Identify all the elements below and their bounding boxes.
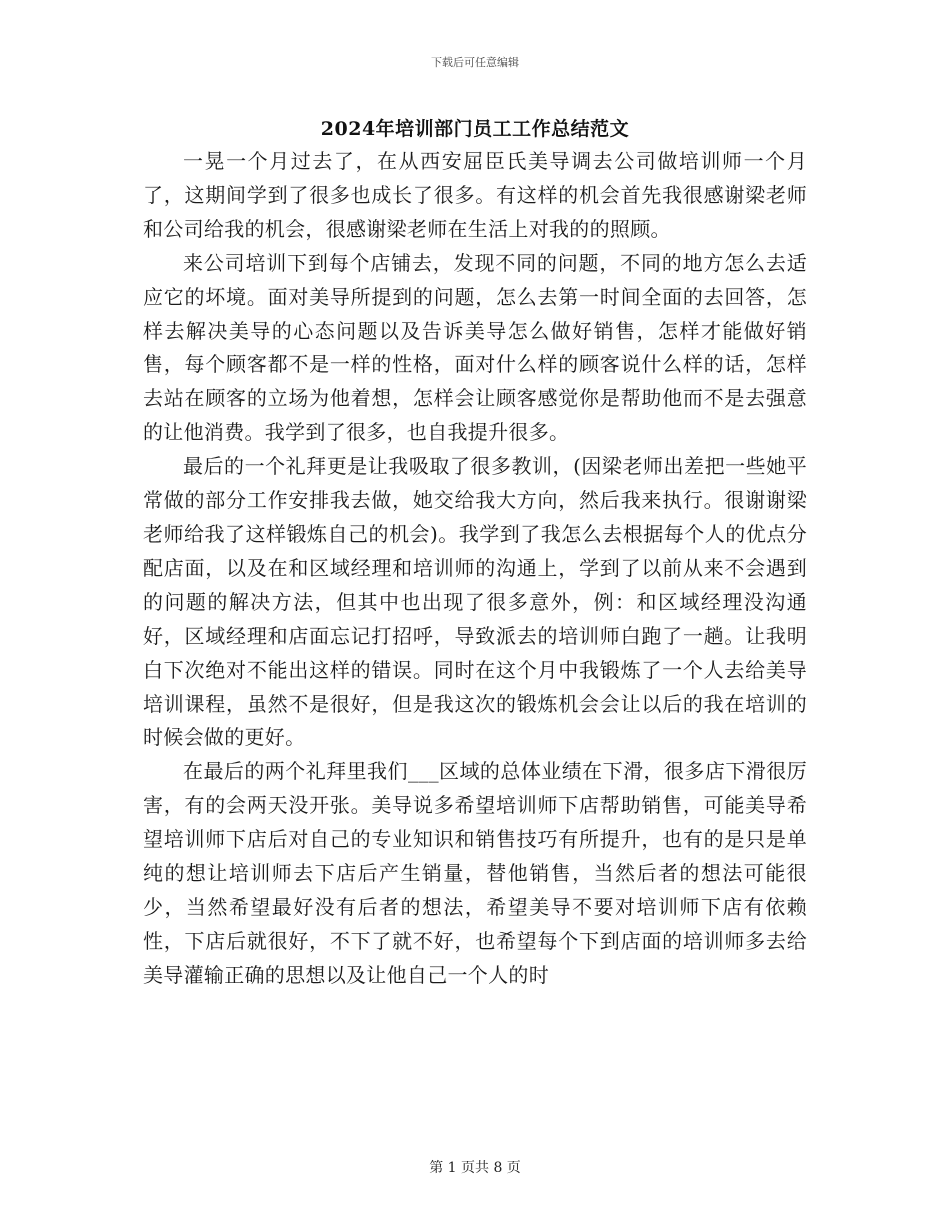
page-number: 第 1 页共 8 页 xyxy=(429,1160,521,1176)
paragraph-4: 在最后的两个礼拜里我们___区域的总体业绩在下滑，很多店下滑很厉害，有的会两天没开张。美导说多希望培训师下店帮助销售，可能美导希望培训师下店后对自己的专业知识和销售技巧有所提升，也有的是只是单纯的想让培训师去下店后产生销量，替他销售，当然后者的想法可能很少，当然希望最好没有后者的想法，希望美导不要对培训师下店有依赖性，下店后就很好，不下了就不好，也希望每个下到店面的培训师多去给美导灌输正确的思想以及让他自己一个人的时 xyxy=(143,759,807,987)
page-header-note: 下载后可任意编辑 xyxy=(431,56,519,69)
document-body xyxy=(143,145,807,993)
paragraph-3: 最后的一个礼拜更是让我吸取了很多教训，(因梁老师出差把一些她平常做的部分工作安排我去做，她交给我大方向，然后我来执行。很谢谢梁老师给我了这样锻炼自己的机会)。我学到了我怎么去根据每个人的优点分配店面，以及在和区域经理和培训师的沟通上，学到了以前从来不会遇到的问题的解决方法，但其中也出现了很多意外，例：和区域经理没沟通好，区域经理和店面忘记打招呼，导致派去的培训师白跑了一趟。让我明白下次绝对不能出这样的错误。同时在这个月中我锻炼了一个人去给美导培训课程，虽然不是很好，但是我这次的锻炼机会会让以后的我在培训的时候会做的更好。 xyxy=(143,454,807,750)
paragraph-2: 来公司培训下到每个店铺去，发现不同的问题，不同的地方怎么去适应它的坏境。面对美导所提到的问题，怎么去第一时间全面的去回答，怎样去解决美导的心态问题以及告诉美导怎么做好销售，怎样才能做好销售，每个顾客都不是一样的性格，面对什么样的顾客说什么样的话，怎样去站在顾客的立场为他着想，怎样会让顾客感觉你是帮助他而不是去强意的让他消费。我学到了很多，也自我提升很多。 xyxy=(143,250,807,445)
paragraph-1: 一晃一个月过去了，在从西安屈臣氏美导调去公司做培训师一个月了，这期间学到了很多也成长了很多。有这样的机会首先我很感谢梁老师和公司给我的机会，很感谢梁老师在生活上对我的的照顾。 xyxy=(143,149,807,241)
document-title: 2024年培训部门员工工作总结范文 xyxy=(320,118,630,140)
